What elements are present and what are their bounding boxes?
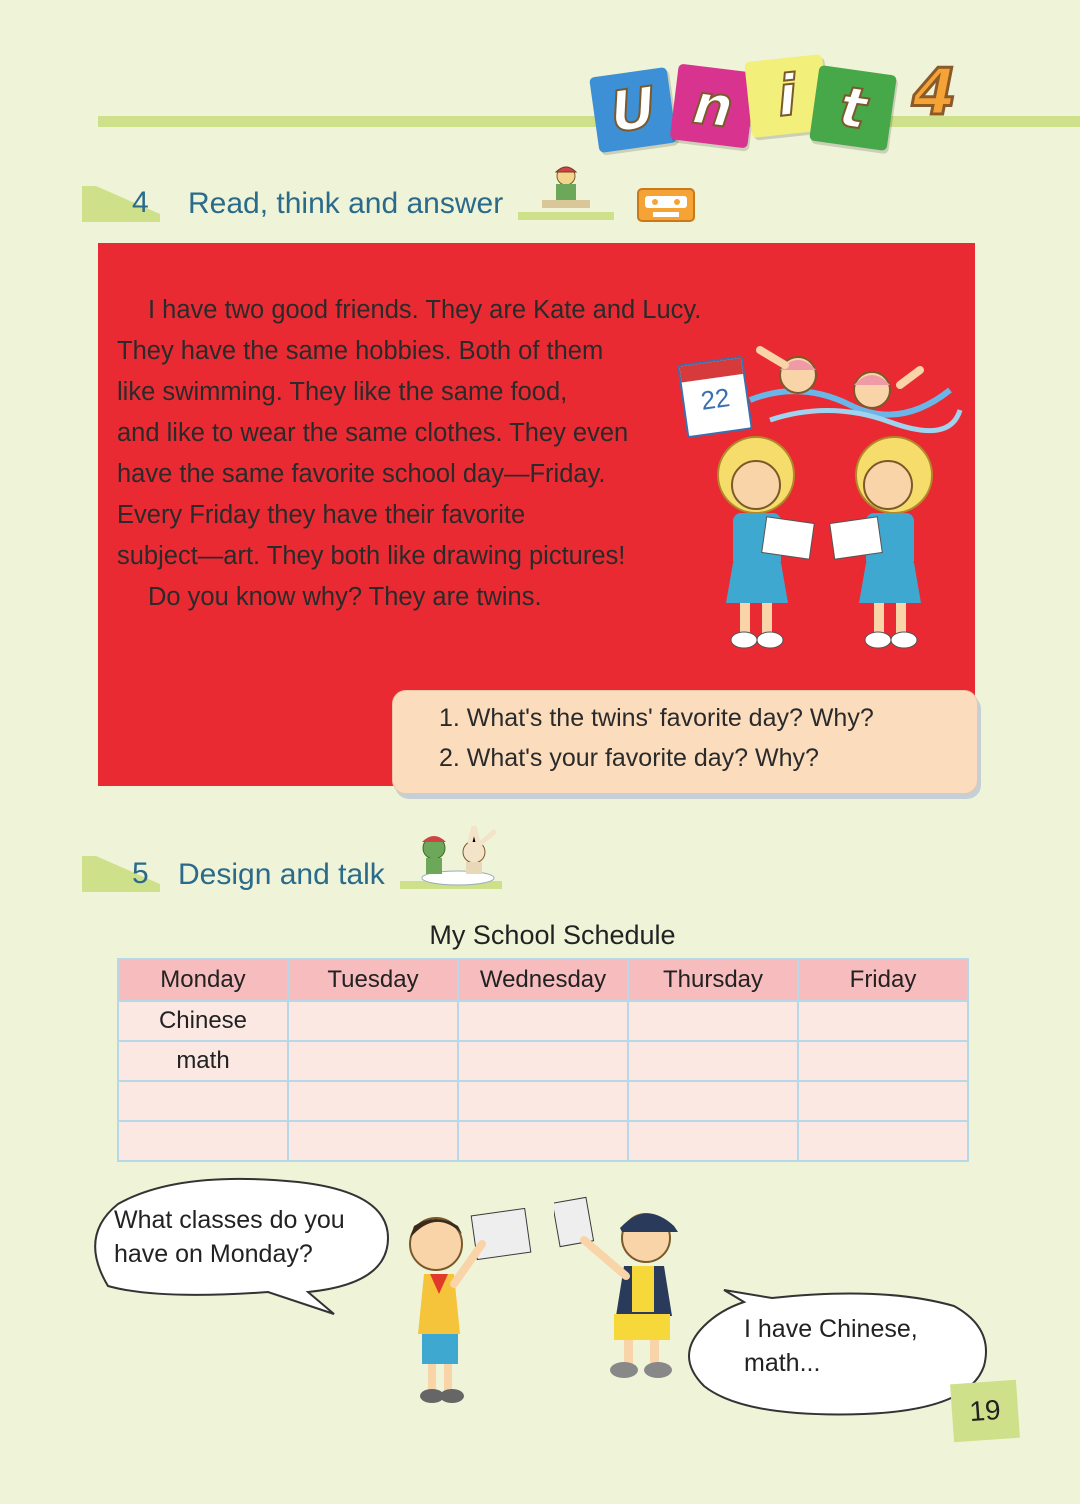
schedule-cell[interactable]: Chinese [118,1001,288,1041]
left-bubble-line: What classes do you [114,1206,345,1234]
passage-line: and like to wear the same clothes. They even [117,419,629,447]
schedule-cell[interactable]: math [118,1041,288,1081]
table-row [118,1081,968,1121]
schedule-header-friday: Friday [798,959,968,1001]
unit-letter-t: t [809,65,897,151]
left-bubble-line: have on Monday? [114,1240,313,1268]
section-5-title: Design and talk [178,858,385,891]
schedule-cell[interactable] [628,1121,798,1161]
passage-line: Do you know why? They are twins. [148,583,542,611]
unit-letter-i: i [744,54,830,138]
unit-title [590,50,1010,150]
talking-characters-icon [412,826,504,888]
schedule-cell[interactable] [458,1001,628,1041]
schedule-header-thursday: Thursday [628,959,798,1001]
unit-number: 4 [912,56,957,130]
schedule-cell[interactable] [798,1121,968,1161]
schedule-cell[interactable] [118,1081,288,1121]
passage-line: Every Friday they have their favorite [117,501,526,529]
reading-passage [117,290,702,618]
schedule-cell[interactable] [628,1041,798,1081]
left-bubble-text [114,1203,345,1271]
schedule-header-tuesday: Tuesday [288,959,458,1001]
right-bubble-line: math... [744,1349,821,1377]
schedule-cell[interactable] [288,1121,458,1161]
schedule-header-monday: Monday [118,959,288,1001]
schedule-cell[interactable] [798,1041,968,1081]
table-row [118,1041,968,1081]
cassette-icon [637,188,695,222]
table-row [118,1121,968,1161]
section-4-number: 4 [132,186,149,219]
schedule-cell[interactable] [118,1121,288,1161]
schedule-header-wednesday: Wednesday [458,959,628,1001]
schedule-cell[interactable] [288,1041,458,1081]
schedule-table [117,958,969,1162]
right-bubble-text [744,1312,918,1380]
schedule-cell[interactable] [288,1001,458,1041]
unit-letter-u: U [589,67,677,153]
schedule-cell[interactable] [458,1121,628,1161]
schedule-cell[interactable] [458,1041,628,1081]
table-row [118,1001,968,1041]
passage-line: subject—art. They both like drawing pictures! [117,542,626,570]
question-2: 2. What's your favorite day? Why? [439,744,819,772]
schedule-header-row [118,959,968,1001]
section-4-title: Read, think and answer [188,187,504,220]
passage-line: I have two good friends. They are Kate and Lucy. [148,296,702,324]
right-bubble-line: I have Chinese, [744,1315,918,1343]
schedule-cell[interactable] [628,1081,798,1121]
schedule-title: My School Schedule [429,920,676,950]
boy-with-schedule-illustration [396,1204,536,1408]
section-5-number: 5 [132,857,149,890]
schedule-cell[interactable] [628,1001,798,1041]
passage-line: have the same favorite school day—Friday. [117,460,606,488]
schedule-cell[interactable] [458,1081,628,1121]
twins-illustration [698,435,958,660]
passage-line: They have the same hobbies. Both of them [117,337,604,365]
boy-with-cap-illustration [554,1196,694,1390]
reading-character-icon [536,162,596,214]
question-1: 1. What's the twins' favorite day? Why? [439,704,874,732]
schedule-cell[interactable] [798,1001,968,1041]
schedule-cell[interactable] [288,1081,458,1121]
calendar-day: 22 [698,382,732,416]
swimming-twins-illustration [730,330,970,440]
unit-letter-n: n [670,64,757,149]
schedule-cell[interactable] [798,1081,968,1121]
passage-line: like swimming. They like the same food, [117,378,568,406]
page-number: 19 [950,1380,1020,1442]
